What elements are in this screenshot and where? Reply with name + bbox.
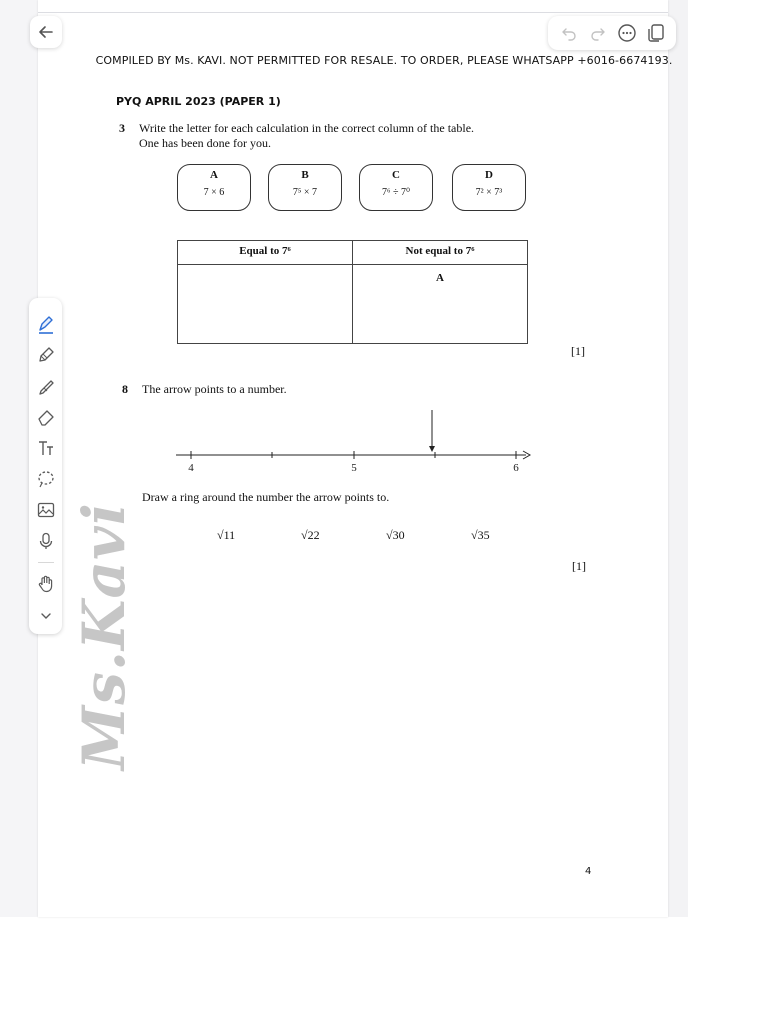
copy-pages-icon[interactable] <box>645 22 667 44</box>
microphone-icon[interactable] <box>34 529 57 552</box>
number-line-svg <box>170 405 540 475</box>
number-line-label-5: 5 <box>351 462 357 474</box>
pencil-icon[interactable] <box>34 343 57 366</box>
lasso-icon[interactable] <box>34 467 57 490</box>
card-expression: 7² × 7³ <box>475 187 503 198</box>
answer-option-4: √35 <box>471 528 490 542</box>
chevron-down-icon[interactable] <box>34 604 57 627</box>
answer-table <box>177 240 528 344</box>
number-line <box>170 405 540 480</box>
highlighter-icon[interactable] <box>34 374 57 397</box>
answer-option-2: √22 <box>301 528 320 542</box>
question-8-text: The arrow points to a number. <box>142 382 287 396</box>
calculation-card-c <box>359 164 433 211</box>
card-label: C <box>392 169 400 181</box>
text-tool-icon[interactable] <box>34 436 57 459</box>
card-label: D <box>485 169 493 181</box>
pen-icon[interactable] <box>34 312 57 335</box>
section-title: PYQ APRIL 2023 (PAPER 1) <box>116 95 281 108</box>
card-label: A <box>210 169 218 181</box>
column-header-equal: Equal to 7⁶ <box>239 245 291 257</box>
table-cell-entry: A <box>436 272 444 284</box>
question-3-mark: [1] <box>571 344 585 358</box>
question-3-number: 3 <box>119 121 125 135</box>
calculation-card-a <box>177 164 251 211</box>
answer-option-3: √30 <box>386 528 405 542</box>
card-expression: 7⁶ ÷ 7⁰ <box>382 187 410 198</box>
undo-icon[interactable] <box>558 22 580 44</box>
calculation-card-b <box>268 164 342 211</box>
toolbar-divider <box>34 560 57 565</box>
answer-option-1: √11 <box>217 528 236 542</box>
card-label: B <box>301 169 309 181</box>
question-8-instruction: Draw a ring around the number the arrow points to. <box>142 490 390 504</box>
question-3-text-line-2: One has been done for you. <box>139 136 271 150</box>
redo-icon[interactable] <box>587 22 609 44</box>
back-arrow-icon <box>37 23 55 41</box>
eraser-icon[interactable] <box>34 405 57 428</box>
column-header-not-equal: Not equal to 7⁶ <box>405 245 475 257</box>
pointer-arrow-head <box>429 446 435 452</box>
annotation-toolbar <box>29 298 62 634</box>
page-number: 4 <box>585 866 592 877</box>
viewer-background-right <box>668 0 688 917</box>
page-top-edge <box>38 12 668 13</box>
image-icon[interactable] <box>34 498 57 521</box>
more-icon[interactable] <box>616 22 638 44</box>
question-8-mark: [1] <box>572 559 586 573</box>
compiler-notice: COMPILED BY Ms. KAVI. NOT PERMITTED FOR RESALE. TO ORDER, PLEASE WHATSAPP +6016-6674193. <box>95 54 673 67</box>
question-3-text-line-1: Write the letter for each calculation in the correct column of the table. <box>139 121 475 135</box>
calculation-card-d <box>452 164 526 211</box>
back-button[interactable] <box>30 16 62 48</box>
question-8-number: 8 <box>122 382 128 396</box>
watermark: Ms.Kavi <box>70 502 138 770</box>
top-toolbar <box>548 16 676 50</box>
number-line-label-4: 4 <box>188 462 194 474</box>
card-expression: 7⁵ × 7 <box>292 187 318 198</box>
hand-icon[interactable] <box>34 572 57 595</box>
card-expression: 7 × 6 <box>203 187 225 198</box>
number-line-label-6: 6 <box>513 462 519 474</box>
